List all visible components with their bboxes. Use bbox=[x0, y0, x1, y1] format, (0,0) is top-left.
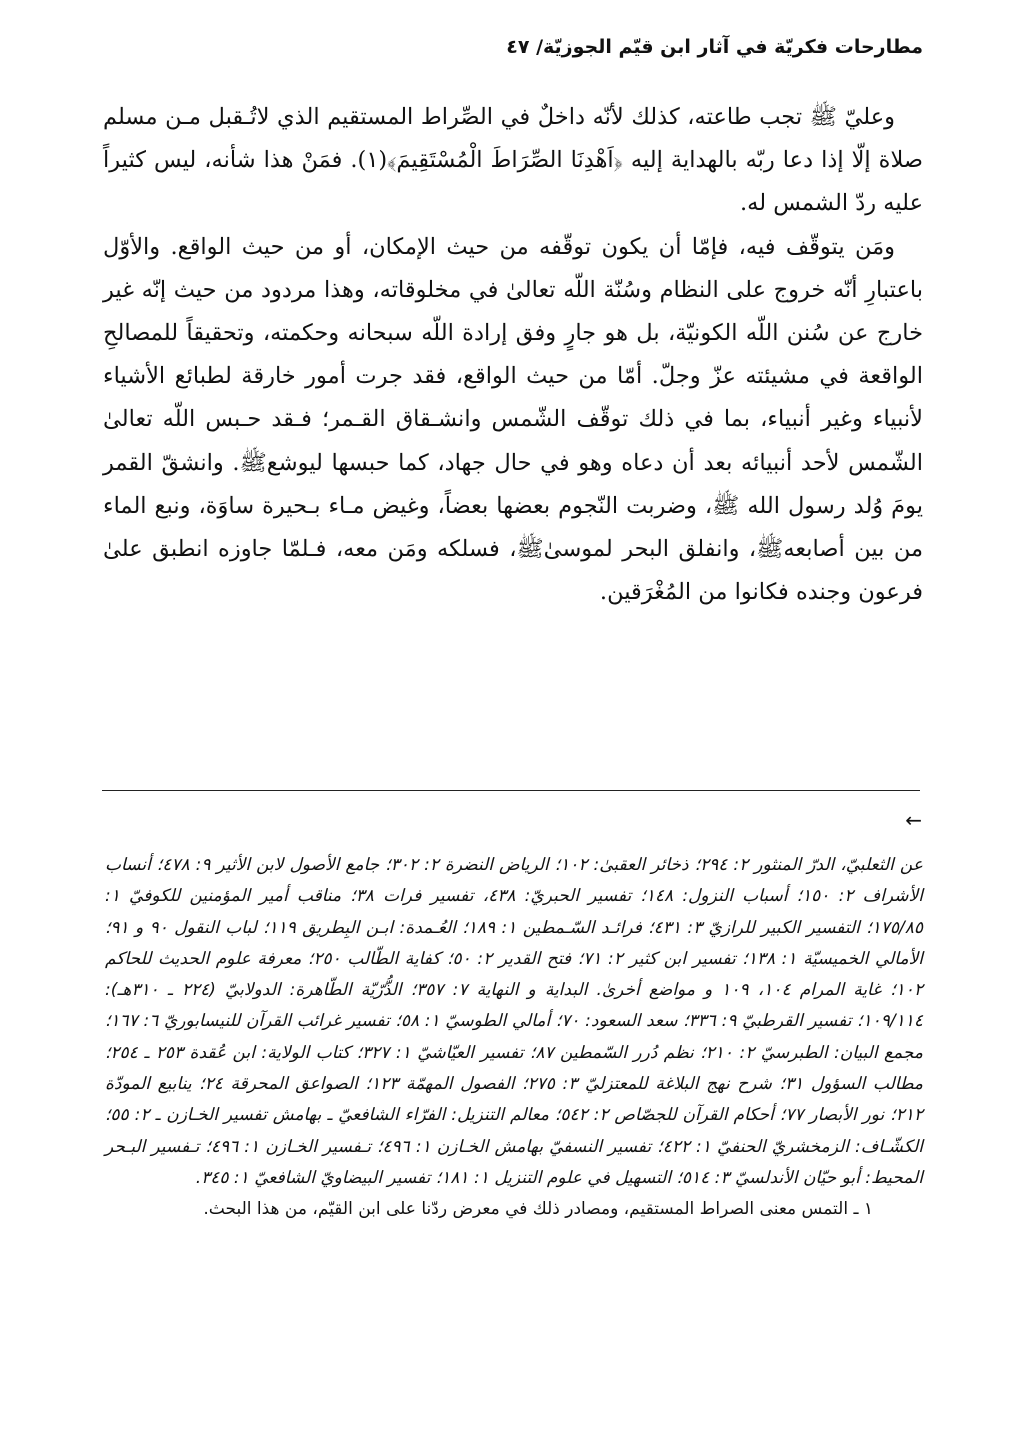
paragraph-1: وعليّ ﷺ تجب طاعته، كذلك لأنّه داخلٌ في الصِّراط المستقيم الذي لاتُـقبل مـن مسلم صلاة إلّا إذا دعا ربّه بالهداية إليه ﴿اَهْدِنَا الصِّرَاطَ الْمُسْتَقِيمَ﴾(١). فمَنْ هذا شأنه، ليس كثيراً عليه ردّ الشمس له. bbox=[103, 104, 924, 217]
paragraph-2: ومَن يتوقّف فيه، فإمّا أن يكون توقّفه من حيث الإمكان، أو من حيث الواقع. والأوّل باعتبارِ أنّه خروج على النظام وسُنّة اللّه تعالىٰ في مخلوقاته، وهذا مردود من حيث إنّه غير خارج عن سُنن اللّه الكونيّة، بل هو جارٍ وفق إرادة اللّه سبحانه وحكمته، وتحقيقاً للمصالحِ الواقعة في مشيئته عزّ وجلّ. أمّا من حيث الواقع، فقد جرت أمور خارقة لطبائع الأشياء لأنبياء وغير أنبياء، بما في ذلك توقّف الشّمس وانشـقاق القـمر؛ فـقد حـبس اللّه تعالىٰ الشّمس لأحد أنبيائه بعد أن دعاه وهو في حال جهاد، كما حبسها ليوشعﷺ. وانشقّ القمر يومَ وُلد رسول الله ﷺ، وضربت النّجوم بعضها بعضاً، وغيض مـاء بـحيرة ساوَة، ونبع الماء من بين أصابعهﷺ، وانفلق البحر لموسىٰﷺ، فسلكه ومَن معه، فـلمّا جاوزه انطبق علىٰ فرعون وجنده فكانوا من المُغْرَقين. bbox=[103, 233, 923, 606]
main-text bbox=[103, 96, 923, 614]
running-head: مطارحات فكريّة في آثار ابن قيّم الجوزيّة/ ٤٧ bbox=[506, 36, 923, 58]
continuation-arrow: ← bbox=[905, 808, 922, 832]
footnote-1: ١ ـ التمس معنى الصراط المستقيم، ومصادر ذلك في معرض ردّنا على ابن القيّم، من هذا البحث. bbox=[203, 1199, 873, 1220]
footnotes bbox=[105, 850, 923, 1226]
footnote-continuation: عن الثعلبيّ، الدرّ المنثور ٢: ٢٩٤؛ ذخائر العقبىٰ: ١٠٢؛ الرياض النضرة ٢: ٣٠٢؛ جامع الأصول لابن الأثير ٩: ٤٧٨؛ أنساب الأشراف ٢: ١٥٠؛ أسباب النزول: ١٤٨؛ تفسير الحبريّ: ٤٣٨، تفسير فرات ٣٨؛ مناقب أمير المؤمنين للكوفيّ ١: ١٧٥/٨٥؛ التفسير الكبير للرازيّ ٣: ٤٣١؛ فرائـد السّـمطين ١: ١٨٩؛ العُـمدة: ابـن البِطريق ١١٩؛ لباب النقول ٩٠ و ٩١؛ الأمالي الخميسيّة ١: ١٣٨؛ تفسير ابن كثير ٢: ٧١؛ فتح القدير ٢: ٥٠؛ كفاية الطّالب ٢٥٠؛ معرفة علوم الحديث للحاكم ١٠٢؛ غاية المرام ١٠٤، ١٠٩ و مواضع أخرىٰ. البداية و النهاية ٧: ٣٥٧؛ الذُّرّيّة الطّاهرة: الدولابيّ (٢٢٤ ـ ٣١٠هـ): ١٠٩/١١٤؛ تفسير القرطبيّ ٩: ٣٣٦؛ سعد السعود: ٧٠؛ أمالي الطوسيّ ١: ٥٨؛ تفسير غرائب القرآن للنيسابوريّ ٦: ١٦٧؛ مجمع البيان: الطبرسيّ ٢: ٢١٠؛ نظم دُرر السّمطين ٨٧؛ تفسير العيّاشيّ ١: ٣٢٧؛ كتاب الولاية: ابن عُقدة ٢٥٣ ـ ٢٥٤؛ مطالب السؤول ٣١؛ شرح نهج البلاغة للمعتزليّ ٣: ٢٧٥؛ الفصول المهمّة ١٢٣؛ الصواعق المحرقة ٢٤؛ ينابيع المودّة ٢١٢؛ نور الأبصار ٧٧؛ أحكام القرآن للجصّاص ٢: ٥٤٢؛ معالم التنزيل: الفرّاء الشافعيّ ـ بهامش تفسير الخـازن ـ ٢: ٥٥؛ الكشّـاف: الزمخشريّ الحنفيّ ١: ٤٢٢؛ تفسير النسفيّ بهامش الخـازن ١: ٤٩٦؛ تـفسير الخـازن ١: ٤٩٦؛ تـفسير البـحر المحيط: أبو حيّان الأندلسيّ ٣: ٥١٤؛ التسهيل في علوم التنزيل ١: ١٨١؛ تفسير البيضاويّ الشافعيّ ١: ٣٤٥. bbox=[105, 855, 924, 1188]
footnote-separator bbox=[102, 790, 920, 791]
